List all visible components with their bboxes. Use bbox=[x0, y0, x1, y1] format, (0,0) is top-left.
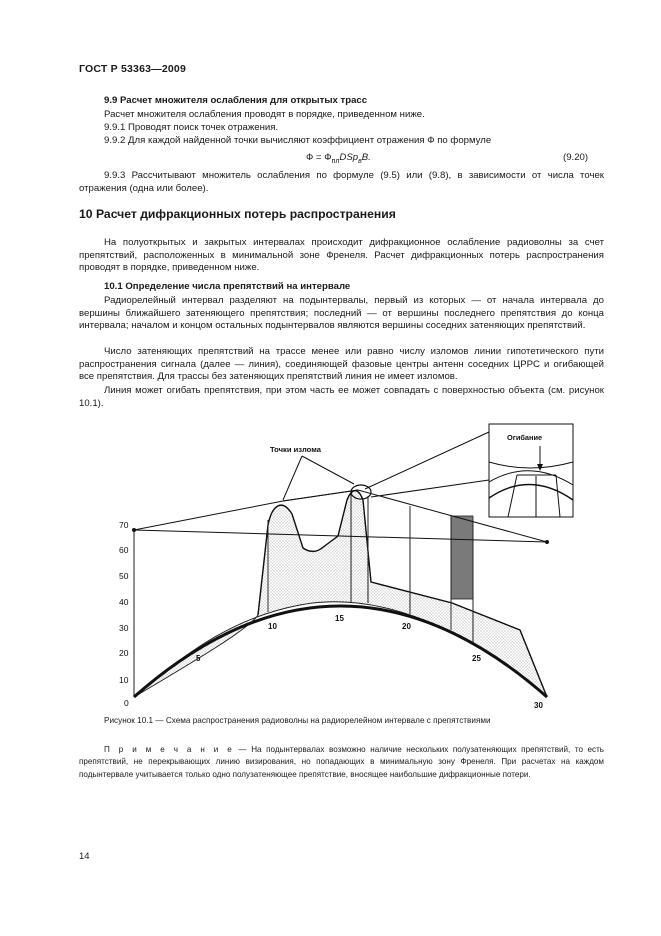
document-header: ГОСТ Р 53363—2009 bbox=[79, 63, 187, 75]
y-tick-40: 40 bbox=[119, 597, 129, 607]
formula-mid: DSp bbox=[339, 152, 359, 163]
section-9-9-2: 9.9.2 Для каждой найденной точки вычисляют коэффициент отражения Ф по формуле bbox=[104, 135, 492, 146]
y-tick-10: 10 bbox=[119, 675, 129, 685]
page-number: 14 bbox=[79, 851, 90, 862]
x-label-10: 10 bbox=[268, 622, 277, 631]
section-9-9-heading: 9.9 Расчет множителя ослабления для открытых трасс bbox=[104, 95, 368, 106]
x-label-25: 25 bbox=[472, 654, 481, 663]
section-10-intro: На полуоткрытых и закрытых интервалах происходит дифракционное ослабление радиоволны за счет препятствий, расположенных в минимальной зоне Френеля. Расчет дифракционных потерь распространения проводят в порядке, приведенном ниже. bbox=[79, 237, 604, 274]
section-9-9-paragraph-1: Расчет множителя ослабления проводят в порядке, приведенном ниже. bbox=[104, 109, 425, 120]
figure-note bbox=[79, 744, 604, 781]
section-10-1-heading: 10.1 Определение числа препятствий на интервале bbox=[104, 281, 351, 292]
formula-end: B. bbox=[361, 152, 371, 163]
terrain-profile bbox=[134, 491, 547, 697]
note-text: — На подынтервалах возможно наличие нескольких полузатеняющих препятствий, то есть препятствий, не перекрывающих линию визирования, но попадающих в минимальную зону Френеля. При расчетах на каждом подынтервале учитывается только одно полузатеняющее препятствие, вносящее наибольшие дифракционные потери. bbox=[79, 745, 605, 779]
section-10-heading: 10 Расчет дифракционных потерь распространения bbox=[79, 207, 396, 221]
x-label-5: 5 bbox=[196, 654, 201, 663]
y-tick-20: 20 bbox=[119, 648, 129, 658]
y-tick-50: 50 bbox=[119, 571, 129, 581]
x-label-15: 15 bbox=[335, 614, 344, 623]
formula-sub-pl: пл bbox=[331, 157, 340, 165]
figure-caption: Рисунок 10.1 — Схема распространения радиоволны на радиорелейном интервале с препятствиями bbox=[104, 716, 491, 725]
note-label: П р и м е ч а н и е bbox=[104, 745, 234, 754]
section-9-9-3: 9.9.3 Рассчитывают множитель ослабления по формуле (9.5) или (9.8), в зависимости от числа точек отражения (одна или более). bbox=[79, 170, 604, 194]
formula-number: (9.20) bbox=[563, 152, 589, 163]
section-10-1-paragraph-2: Число затеняющих препятствий на трассе менее или равно числу изломов линии гипотетического пути распространения сигнала (далее — линия), соединяющей фазовые центры антенн соседних ЦРРС и огибающей все препятствия. Для трассы без затеняющих препятствий линия не имеет изломов. bbox=[79, 346, 604, 383]
y-tick-70: 70 bbox=[119, 520, 129, 530]
y-tick-30: 30 bbox=[119, 623, 129, 633]
kink-label-leaders bbox=[283, 432, 489, 500]
label-kink-points: Точки излома bbox=[270, 445, 321, 454]
shaded-obstacle bbox=[451, 516, 473, 599]
x-label-30: 30 bbox=[534, 701, 543, 710]
formula-sub-v: в bbox=[358, 157, 362, 165]
section-10-1-paragraph-1: Радиорелейный интервал разделяют на подынтервалы, первый из которых — от начала интервала до вершины ближайшего затеняющего препятствия; последний — от вершины последнего препятствия до конца интервала; началом и концом остальных подынтервалов являются вершины соседних затеняющих препятствий. bbox=[79, 295, 604, 332]
section-9-9-1: 9.9.1 Проводят поиск точек отражения. bbox=[104, 122, 279, 133]
label-envelope: Огибание bbox=[507, 433, 543, 442]
formula-lhs: Ф = Ф bbox=[306, 152, 332, 163]
y-tick-0: 0 bbox=[124, 698, 129, 708]
section-10-1-paragraph-3: Линия может огибать препятствия, при этом часть ее может совпадать с поверхностью объекта (см. рисунок 10.1). bbox=[79, 385, 604, 409]
y-tick-60: 60 bbox=[119, 545, 129, 555]
x-label-20: 20 bbox=[402, 622, 411, 631]
y-axis-ticks bbox=[119, 520, 129, 708]
